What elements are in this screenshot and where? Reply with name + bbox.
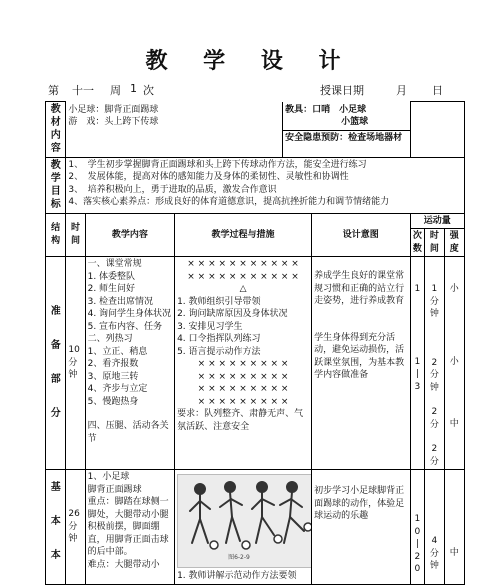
content-line-game: 游 戏：头上跨下传球 xyxy=(68,117,159,127)
header-time: 时间 xyxy=(66,213,85,257)
process-step: 1. 教师讲解示范动作方法要领 xyxy=(177,571,297,581)
basic-content-line: 脚背正面踢球 xyxy=(87,484,142,495)
basic-duration xyxy=(425,470,444,585)
basic-content xyxy=(85,470,174,585)
objectives-row xyxy=(46,157,465,213)
formation-row: × × × × × × × × × xyxy=(197,371,289,382)
formation-row: × × × × × × × × × xyxy=(197,396,289,407)
formation-row: × × × × × × × × × × × xyxy=(187,259,299,269)
duration-value: 2分 xyxy=(429,444,439,467)
header-structure: 结构 xyxy=(46,213,66,257)
week-number: 十一 xyxy=(72,84,94,97)
process-step: 5. 语言提示动作方法 xyxy=(177,346,261,357)
duration-value: 2分 xyxy=(429,407,439,430)
week-prefix: 第 xyxy=(48,84,59,97)
prep-time: 10分钟 xyxy=(66,257,85,470)
prep-intensity xyxy=(444,257,464,470)
content-label: 教材内容 xyxy=(46,102,66,158)
basic-row xyxy=(46,470,465,585)
formation-row: × × × × × × × × × xyxy=(197,359,289,369)
intensity-value: 小 xyxy=(449,356,459,367)
prep-content xyxy=(85,257,174,470)
count-value: 1 xyxy=(414,356,421,367)
duration-value: 2分钟 xyxy=(429,357,439,393)
count-value: 1 xyxy=(414,514,421,524)
objective-item: 4、落实核心素养点：形成良好的体育道德意识，提高抗挫折能力和调节情绪能力 xyxy=(68,197,390,207)
formation-row: × × × × × × × × × xyxy=(197,384,289,394)
design-note: 学生身体得到充分活动，避免运动损伤，活跃课堂氛围，为基本教学内容做准备 xyxy=(314,332,405,380)
process-step: 4. 口令指挥队列练习 xyxy=(177,334,261,344)
header-intensity: 强度 xyxy=(444,229,464,257)
basic-label-text: 本 xyxy=(50,550,61,561)
basic-design xyxy=(312,470,411,585)
document-title: 教 学 设 计 xyxy=(145,49,355,74)
day-label: 日 xyxy=(432,84,443,97)
basic-content-line: 重点：脚踏在球侧一脚处，大腿带动小腿积极前摆，脚面绷直，用脚背正面击球的后中部。 xyxy=(87,497,169,557)
teaching-aids: 教具：口哨 小足球 xyxy=(285,104,367,115)
lesson-meta-line xyxy=(46,82,466,98)
basic-label xyxy=(46,470,66,585)
objective-item: 1、 学生初步掌握脚背正面踢球和头上跨下传球动作方法，能安全进行练习 xyxy=(68,159,367,170)
prep-content-line: 3、原地三转 xyxy=(87,371,139,382)
prep-content-line: 一、课堂常规 xyxy=(87,259,142,269)
design-note: 养成学生良好的课堂常规习惯和正确的站立行走姿势，进行养成教育 xyxy=(314,271,405,306)
count-value: 1 xyxy=(414,284,421,294)
prep-durations xyxy=(425,257,444,470)
prep-content-line: 4、齐步与立定 xyxy=(87,384,148,394)
content-line-football: 小足球：脚背正面踢球 xyxy=(68,104,159,115)
header-row-1 xyxy=(46,213,465,229)
aids-safety-cell xyxy=(283,102,410,157)
header-duration: 时间 xyxy=(425,229,444,257)
lesson-number: 1 xyxy=(130,82,137,95)
prep-content-line: 四、压腿、活动各关节 xyxy=(87,421,169,444)
prep-content-line: 3. 检查出席情况 xyxy=(87,296,154,307)
prep-content-line: 1、立正、稍息 xyxy=(87,346,148,357)
prep-content-line: 1. 体委整队 xyxy=(87,271,136,282)
week-label: 周 xyxy=(110,84,121,97)
basic-time: 26分钟 xyxy=(66,470,85,585)
month-label: 月 xyxy=(396,84,407,97)
kicking-illustration xyxy=(177,474,312,568)
process-requirement: 要求：队列整齐、肃静无声、气氛活跃、注意安全 xyxy=(177,409,304,432)
prep-content-line: 二、列热习 xyxy=(87,334,133,344)
prep-design xyxy=(312,257,411,470)
duration-value: 1分钟 xyxy=(429,284,439,319)
objective-item: 2、 发展体能，提高对体的感知能力及身体的柔韧性、灵敏性和协调性 xyxy=(68,172,349,182)
prep-row xyxy=(46,257,465,470)
header-process: 教学过程与措施 xyxy=(175,213,312,257)
prep-content-line: 4. 询问学生身体状况 xyxy=(87,309,172,319)
prep-content-line: 5、慢跑热身 xyxy=(87,396,139,407)
header-count: 次数 xyxy=(410,229,425,257)
intensity-value: 中 xyxy=(449,419,459,429)
prep-counts xyxy=(410,257,425,470)
process-step: 2. 询问缺席原因及身体状况 xyxy=(177,309,288,319)
content-row xyxy=(46,102,465,158)
prep-content-line: 2、看齐报数 xyxy=(87,359,139,369)
basic-counts xyxy=(410,470,425,585)
objective-item: 3、 培养积极向上，勇于进取的品质，激发合作意识 xyxy=(68,184,277,195)
count-value: 0 xyxy=(414,526,421,537)
basic-content-line: 难点：大腿带动小 xyxy=(87,559,160,570)
lesson-label: 次 xyxy=(143,84,154,97)
intensity-value: 小 xyxy=(449,284,459,294)
prep-process xyxy=(175,257,312,470)
basic-content-line: 1、小足球 xyxy=(87,472,130,482)
header-content: 教学内容 xyxy=(85,213,174,257)
prep-content-line: 2. 师生问好 xyxy=(87,284,136,294)
basic-process xyxy=(175,470,312,585)
safety-note: 安全隐患预防：检查场地器材 xyxy=(283,130,409,146)
date-label: 授课日期 xyxy=(320,84,364,97)
basic-intensity xyxy=(444,470,464,585)
lesson-plan-table xyxy=(45,101,465,585)
process-step: 3. 安排见习学生 xyxy=(177,321,243,332)
count-value: | xyxy=(415,539,419,549)
objectives-label: 教学目标 xyxy=(46,157,66,213)
formation-row: × × × × × × × × × × × xyxy=(187,271,299,282)
duration-value: 4分钟 xyxy=(429,536,439,571)
prep-label: 准备部分 xyxy=(46,257,66,470)
count-value: 3 xyxy=(414,381,421,392)
count-value: 0 xyxy=(414,564,421,574)
prep-content-line: 5. 宣布内容、任务 xyxy=(87,321,163,332)
teacher-marker: △ xyxy=(239,284,247,294)
process-step: 1. 教师组织引导带领 xyxy=(177,296,261,307)
intensity-value: 中 xyxy=(449,548,459,558)
header-design: 设计意图 xyxy=(312,213,411,257)
content-topics xyxy=(66,102,282,157)
count-value: | xyxy=(415,369,419,379)
count-value: 2 xyxy=(414,551,421,562)
header-load: 运动量 xyxy=(410,213,464,229)
figure-caption: 图6-2-9 xyxy=(228,553,250,561)
objectives-list xyxy=(66,157,465,213)
basic-label-text: 基本 xyxy=(50,482,61,527)
teaching-aids-continued: 小篮球 xyxy=(341,117,369,127)
design-note: 初步学习小足球脚背正面踢球的动作，体验足球运动的乐趣 xyxy=(314,486,405,521)
